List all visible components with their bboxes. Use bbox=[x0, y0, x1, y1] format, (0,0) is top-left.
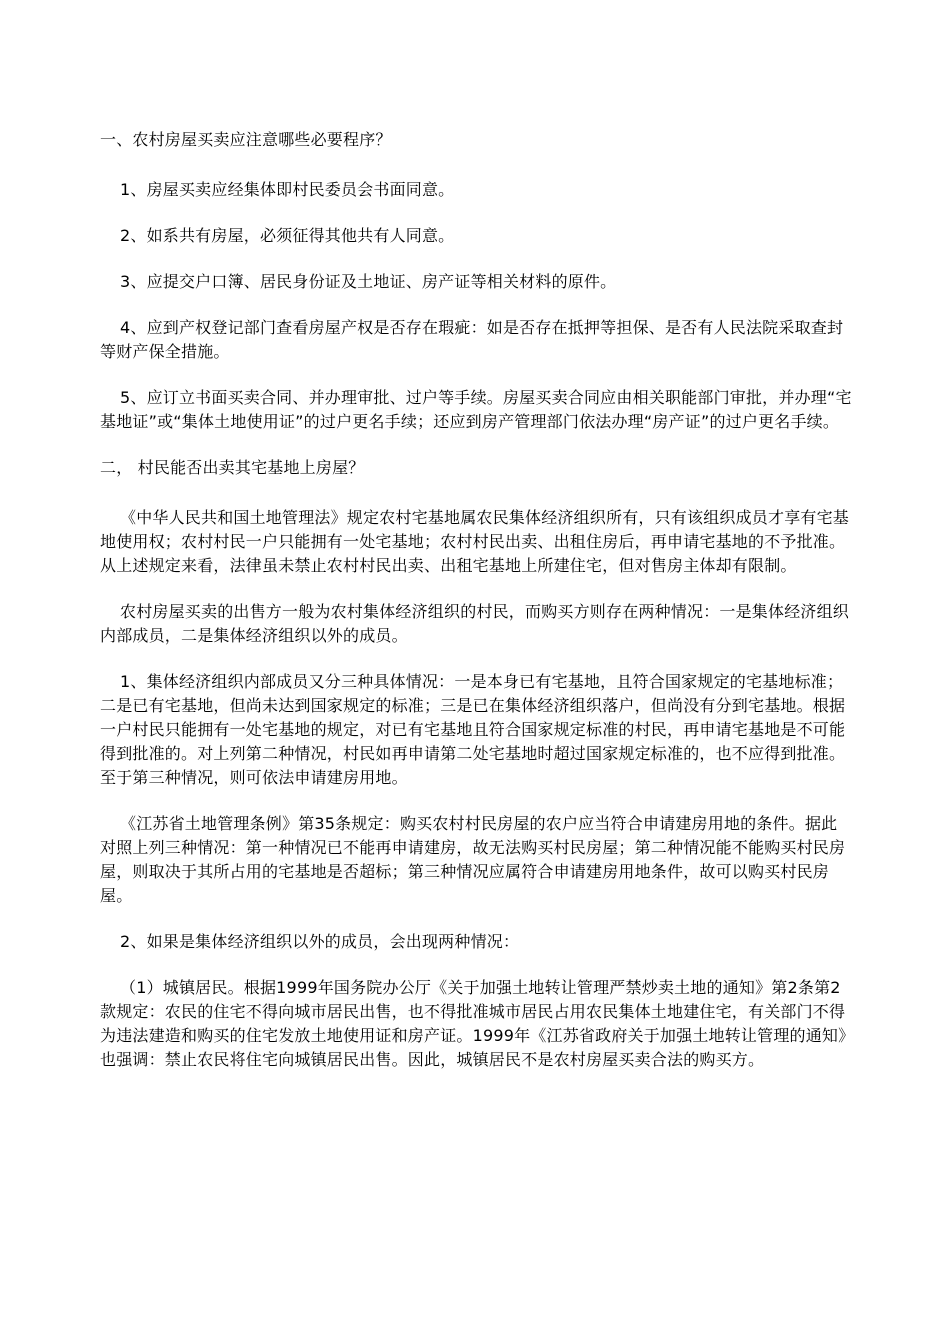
jiangsu-regulation-paragraph: 《江苏省土地管理条例》第35条规定：购买农村村民房屋的农户应当符合申请建房用地的条件。据此对照上列三种情况：第一种情况已不能再申请建房，故无法购买村民房屋；第二种情况能不能购买村民房屋，则取决于其所占用的宅基地是否超标；第三种情况应属符合申请建房用地条件，故可以购买村民房屋。 bbox=[100, 814, 846, 905]
procedure-item-2: 2、如系共有房屋，必须征得其他共有人同意。 bbox=[120, 226, 455, 245]
procedure-item-1: 1、房屋买卖应经集体即村民委员会书面同意。 bbox=[120, 180, 455, 199]
external-members-paragraph: 2、如果是集体经济组织以外的成员，会出现两种情况： bbox=[120, 932, 520, 951]
procedure-item-3: 3、应提交户口簿、居民身份证及土地证、房产证等相关材料的原件。 bbox=[120, 272, 617, 291]
section-heading-selling: 二， 村民能否出卖其宅基地上房屋？ bbox=[100, 458, 365, 477]
procedure-item-5: 5、应订立书面买卖合同、并办理审批、过户等手续。房屋买卖合同应由相关职能部门审批，并办理“宅基地证”或“集体土地使用证”的过户更名手续；还应到房产管理部门依法办理“房产证”的过户更名手续。 bbox=[100, 388, 852, 431]
document-body bbox=[100, 128, 852, 1094]
urban-residents-paragraph: （1）城镇居民。根据1999年国务院办公厅《关于加强土地转让管理严禁炒卖土地的通知》第2条第2款规定：农民的住宅不得向城市居民出售，也不得批准城市居民占用农民集体土地建住宅，有关部门不得为违法建造和购买的住宅发放土地使用证和房产证。1999年《江苏省政府关于加强土地转让管理的通知》也强调：禁止农民将住宅向城镇居民出售。因此，城镇居民不是农村房屋买卖合法的购买方。 bbox=[100, 978, 847, 1069]
land-law-paragraph: 《中华人民共和国土地管理法》规定农村宅基地属农民集体经济组织所有，只有该组织成员才享有宅基地使用权；农村村民一户只能拥有一处宅基地；农村村民出卖、出租住房后，再申请宅基地的不予批准。从上述规定来看，法律虽未禁止农村村民出卖、出租宅基地上所建住宅，但对售房主体却有限制。 bbox=[100, 508, 850, 575]
buyers-paragraph: 农村房屋买卖的出售方一般为农村集体经济组织的村民，而购买方则存在两种情况：一是集体经济组织内部成员，二是集体经济组织以外的成员。 bbox=[100, 602, 850, 645]
section-heading-procedures: 一、农村房屋买卖应注意哪些必要程序？ bbox=[100, 130, 392, 149]
procedure-item-4: 4、应到产权登记部门查看房屋产权是否存在瑕疵：如是否存在抵押等担保、是否有人民法院采取查封等财产保全措施。 bbox=[100, 318, 844, 361]
internal-members-paragraph: 1、集体经济组织内部成员又分三种具体情况：一是本身已有宅基地，且符合国家规定的宅基地标准；二是已有宅基地，但尚未达到国家规定的标准；三是已在集体经济组织落户，但尚没有分到宅基地。根据一户村民只能拥有一处宅基地的规定，对已有宅基地且符合国家规定标准的村民，再申请宅基地是不可能得到批准的。对上列第二种情况，村民如再申请第二处宅基地时超过国家规定标准的，也不应得到批准。至于第三种情况，则可依法申请建房用地。 bbox=[100, 672, 846, 787]
